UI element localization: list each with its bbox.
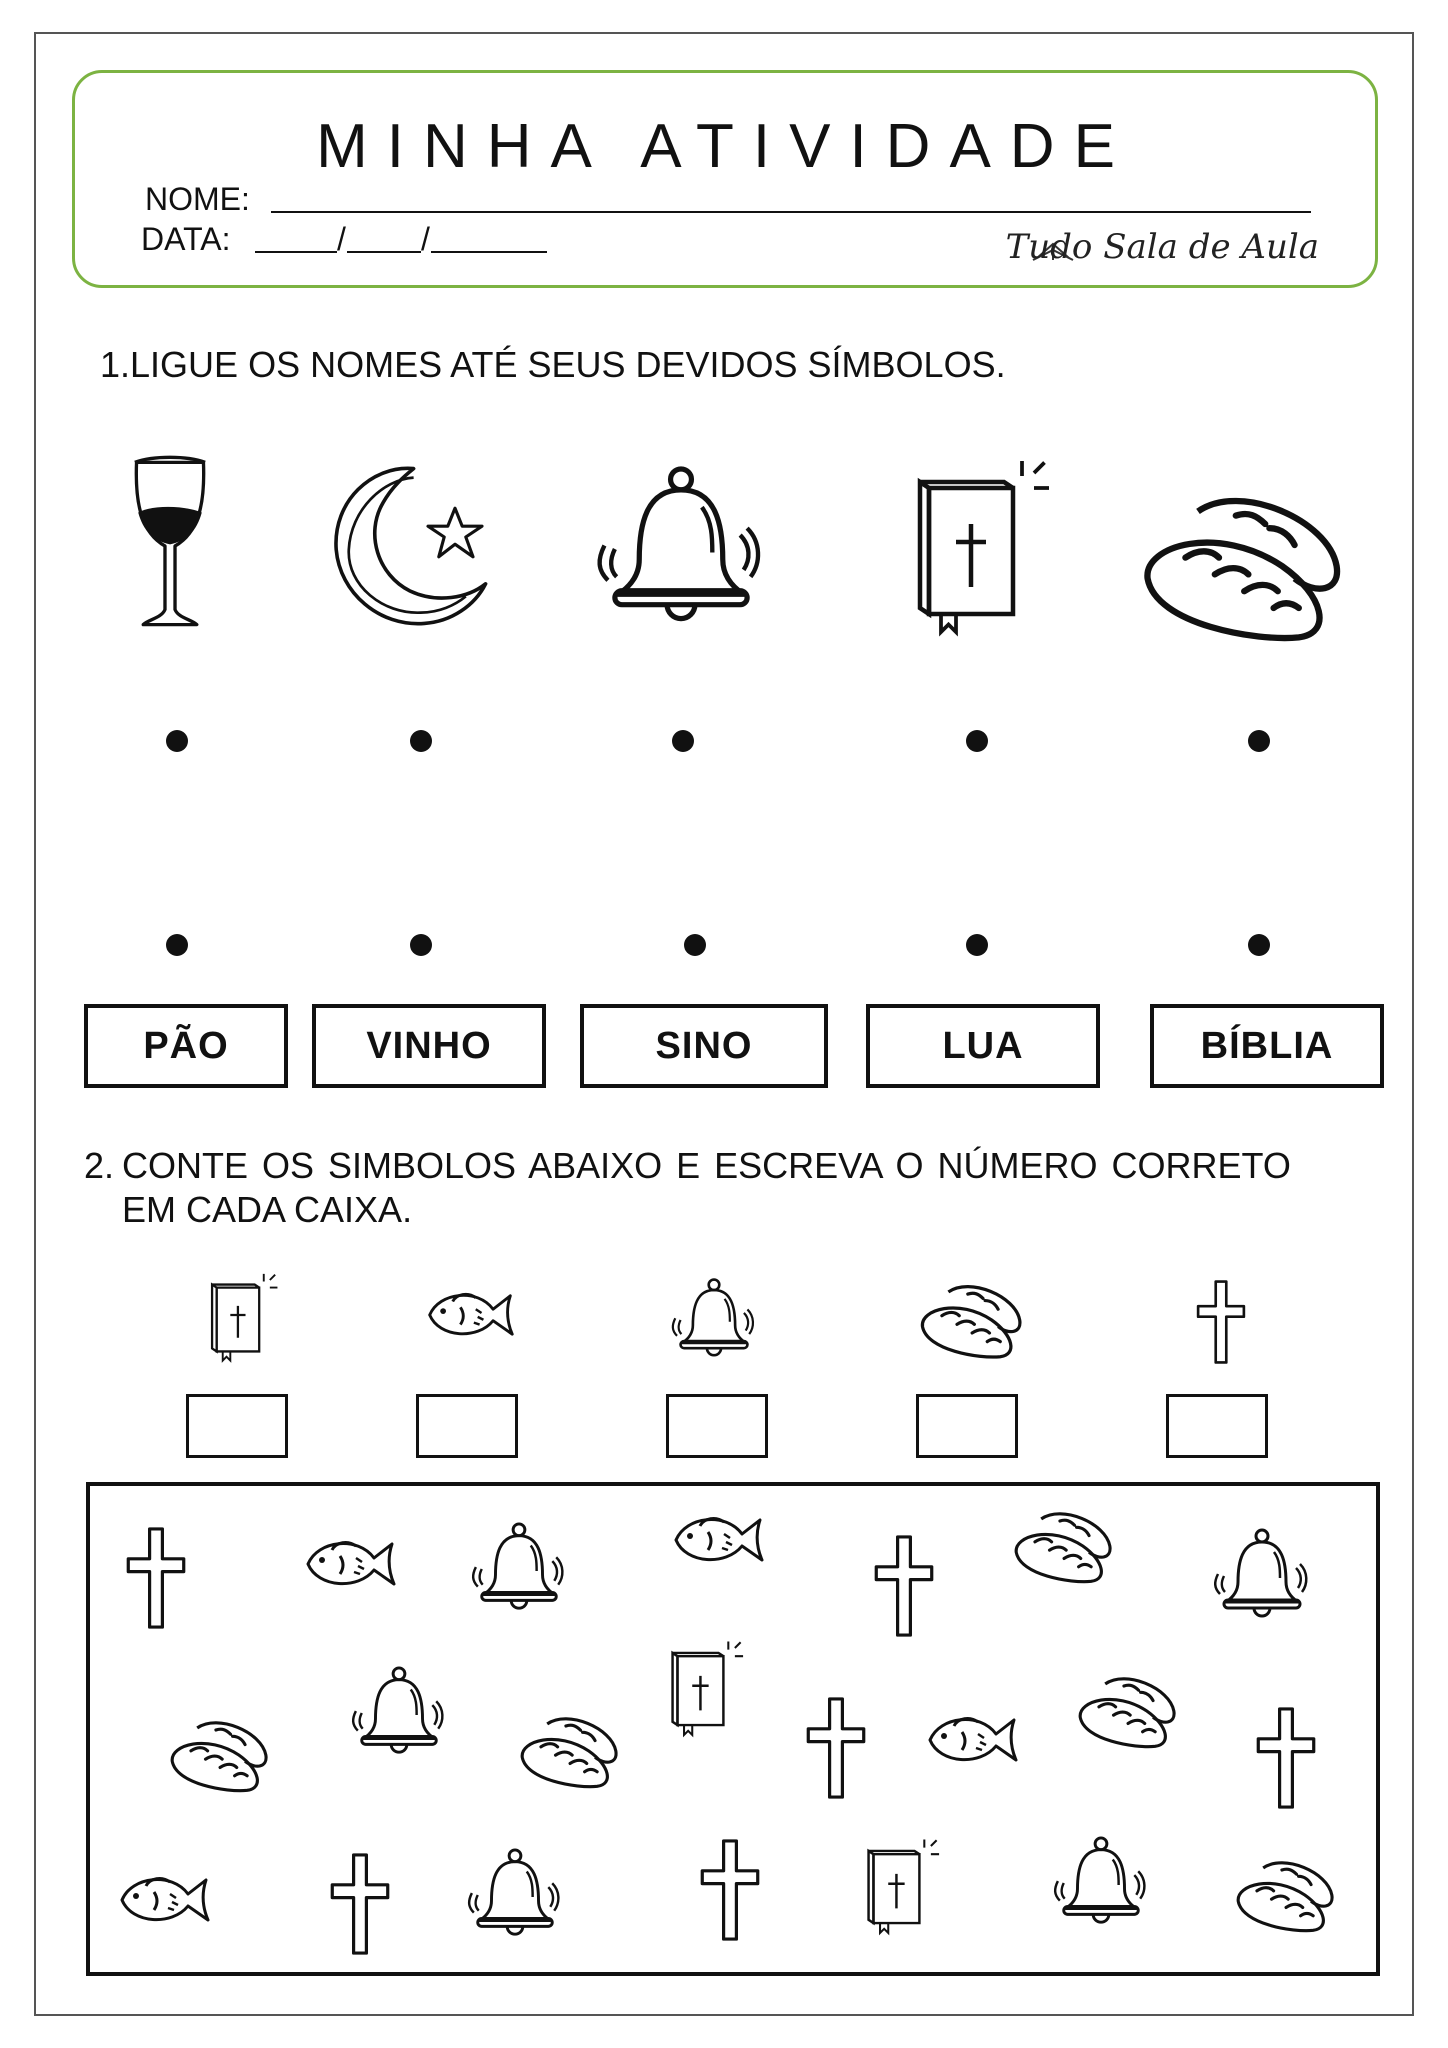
brand-logo: Tudo Sala de Aula [1005,227,1319,267]
scatter-fish-icon [668,1504,768,1574]
word-dot-3[interactable] [684,934,706,956]
word-box-lua: LUA [866,1004,1100,1088]
question-1 [100,344,1006,386]
symbol-dot-5[interactable] [1248,730,1270,752]
scatter-bell-icon [1052,1834,1150,1932]
scatter-bread-icon [1232,1850,1336,1940]
wine-glass-icon [128,454,212,638]
bell-icon [594,462,768,636]
date-label: DATA: [141,221,231,257]
scatter-cross-icon [804,1694,868,1802]
count-bread-icon [916,1276,1024,1364]
scatter-bread-icon [166,1710,270,1800]
scatter-cross-icon [328,1850,392,1958]
scatter-bell-icon [350,1664,448,1762]
scatter-bell-icon [466,1846,564,1944]
scatter-fish-icon [922,1704,1022,1774]
scatter-fish-icon [114,1864,214,1934]
question-2-line-1 [84,1144,1384,1188]
scatter-cross-icon [1254,1704,1318,1812]
word-dot-2[interactable] [410,934,432,956]
date-separator-1: / [337,221,346,257]
symbol-dot-4[interactable] [966,730,988,752]
symbol-dot-2[interactable] [410,730,432,752]
scatter-bread-icon [1010,1502,1114,1590]
scatter-cross-icon [698,1836,762,1944]
question-2-text-line-2: EM CADA CAIXA. [122,1189,413,1230]
scatter-fish-icon [300,1528,400,1598]
date-separator-2: / [421,221,430,257]
question-1-text: LIGUE OS NOMES ATÉ SEUS DEVIDOS SÍMBOLOS. [130,344,1006,385]
word-dot-1[interactable] [166,934,188,956]
answer-box-bible[interactable] [186,1394,288,1458]
moon-star-icon [312,456,508,636]
page-title: MINHA ATIVIDADE [316,112,1134,181]
scatter-bible-icon [862,1834,944,1940]
scatter-cross-icon [124,1524,188,1632]
answer-box-cross[interactable] [1166,1394,1268,1458]
word-box-sino: SINO [580,1004,828,1088]
name-line[interactable] [271,211,1311,213]
date-month-line[interactable] [347,251,421,253]
count-cross-icon [1194,1278,1248,1366]
word-dot-4[interactable] [966,934,988,956]
symbol-dot-1[interactable] [166,730,188,752]
scatter-bread-icon [1074,1666,1178,1756]
header-box [72,70,1378,288]
question-2-text-line-1: CONTE OS SIMBOLOS ABAIXO E ESCREVA O NÚMERO CORRETO [122,1145,1291,1186]
word-box-vinho: VINHO [312,1004,546,1088]
word-box-biblia: BÍBLIA [1150,1004,1384,1088]
answer-box-bread[interactable] [916,1394,1018,1458]
symbol-dot-3[interactable] [672,730,694,752]
scatter-cross-icon [872,1532,936,1640]
count-bell-icon [670,1276,758,1364]
scatter-bell-icon [1212,1526,1312,1626]
bible-icon [908,450,1058,646]
name-label: NOME: [145,181,250,217]
answer-box-fish[interactable] [416,1394,518,1458]
date-year-line[interactable] [431,251,547,253]
count-fish-icon [422,1280,518,1348]
answer-box-bell[interactable] [666,1394,768,1458]
scatter-bread-icon [516,1706,620,1796]
word-dot-5[interactable] [1248,934,1270,956]
count-bible-icon [206,1270,282,1366]
bread-icon [1120,482,1360,650]
question-2-number: 2. [84,1145,115,1186]
scatter-bible-icon [666,1636,748,1742]
question-2 [84,1144,1384,1232]
scatter-bell-icon [470,1520,568,1618]
date-day-line[interactable] [255,251,337,253]
word-box-pao: PÃO [84,1004,288,1088]
question-1-number: 1. [100,344,131,385]
